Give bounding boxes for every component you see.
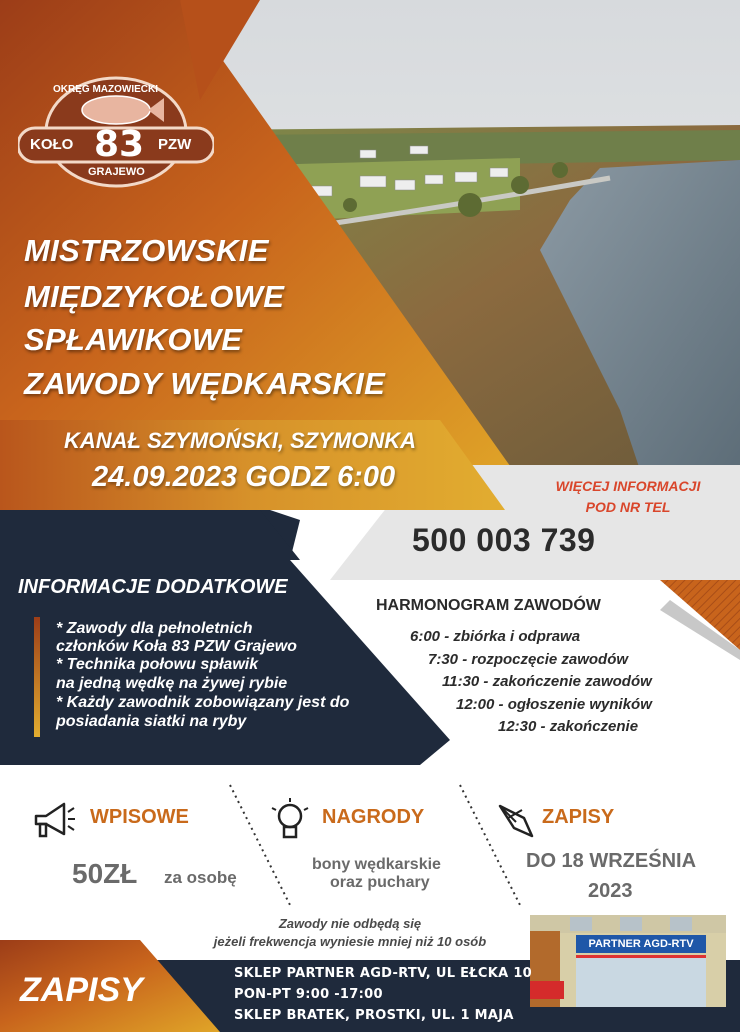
fee-amount: 50ZŁ <box>72 858 138 889</box>
pen-icon <box>494 798 538 842</box>
prizes-heading: NAGRODY <box>322 806 425 828</box>
event-location: KANAŁ SZYMOŃSKI, SZYMONKA <box>64 428 416 453</box>
title-line-4: ZAWODY WĘDKARSKIE <box>24 366 386 401</box>
logo-bottom-text: GRAJEWO <box>88 166 145 178</box>
fee-heading: WPISOWE <box>90 806 189 828</box>
info-line: członków Koła 83 PZW Grajewo <box>56 638 297 655</box>
lightbulb-icon <box>268 796 312 846</box>
logo-top-text: OKRĘG MAZOWIECKI <box>53 84 158 95</box>
logo-number: 83 <box>94 124 145 165</box>
phone-number[interactable]: 500 003 739 <box>412 522 596 558</box>
info-title: INFORMACJE DODATKOWE <box>18 576 288 598</box>
schedule-item: 12:00 - ogłoszenie wyników <box>456 696 652 713</box>
signup-deadline-line-1: DO 18 WRZEŚNIA <box>526 850 697 872</box>
more-info-line-1: WIĘCEJ INFORMACJI <box>555 478 701 494</box>
signup-heading: ZAPISY <box>542 806 615 828</box>
schedule-item: 6:00 - zbiórka i odprawa <box>410 628 581 645</box>
title-line-2: MIĘDZYKOŁOWE <box>24 279 285 314</box>
schedule-item: 12:30 - zakończenie <box>498 718 639 735</box>
title-line-3: SPŁAWIKOWE <box>24 322 243 357</box>
schedule-title: HARMONOGRAM ZAWODÓW <box>376 597 601 614</box>
footer-title: ZAPISY <box>20 971 143 1009</box>
prizes-line-2: oraz puchary <box>330 874 430 891</box>
schedule-item: 11:30 - zakończenie zawodów <box>442 673 652 690</box>
info-line: * Zawody dla pełnoletnich <box>56 620 253 637</box>
event-datetime: 24.09.2023 GODZ 6:00 <box>92 461 396 493</box>
note-line-1: Zawody nie odbędą się <box>278 916 422 931</box>
schedule-item: 7:30 - rozpoczęcie zawodów <box>428 651 629 668</box>
prizes-line-1: bony wędkarskie <box>312 856 441 873</box>
shop-photo <box>530 915 726 1007</box>
note-line-2: jeżeli frekwencja wyniesie mniej niż 10 osób <box>213 934 487 949</box>
shop-sign: PARTNER AGD-RTV <box>576 935 706 953</box>
footer-shop-line: SKLEP PARTNER AGD-RTV, UL EŁCKA 10 <box>234 966 533 981</box>
signup-deadline-line-2: 2023 <box>588 880 633 902</box>
megaphone-icon <box>32 798 76 842</box>
fee-unit: za osobę <box>164 868 237 887</box>
info-line: na jedną wędkę na żywej rybie <box>56 675 288 692</box>
logo-right-text: PZW <box>158 136 192 153</box>
info-line: posiadania siatki na ryby <box>56 713 247 730</box>
title-line-1: MISTRZOWSKIE <box>24 233 269 268</box>
footer-hours-line: PON-PT 9:00 -17:00 <box>234 987 383 1002</box>
logo-left-text: KOŁO <box>30 136 74 153</box>
club-logo <box>18 70 214 190</box>
more-info-line-2: POD NR TEL <box>585 499 671 515</box>
cancellation-note <box>180 915 520 951</box>
footer-shop-line-2: SKLEP BRATEK, PROSTKI, UL. 1 MAJA <box>234 1008 514 1023</box>
info-line: * Każdy zawodnik zobowiązany jest do <box>56 694 350 711</box>
info-line: * Technika połowu spławik <box>56 656 259 673</box>
